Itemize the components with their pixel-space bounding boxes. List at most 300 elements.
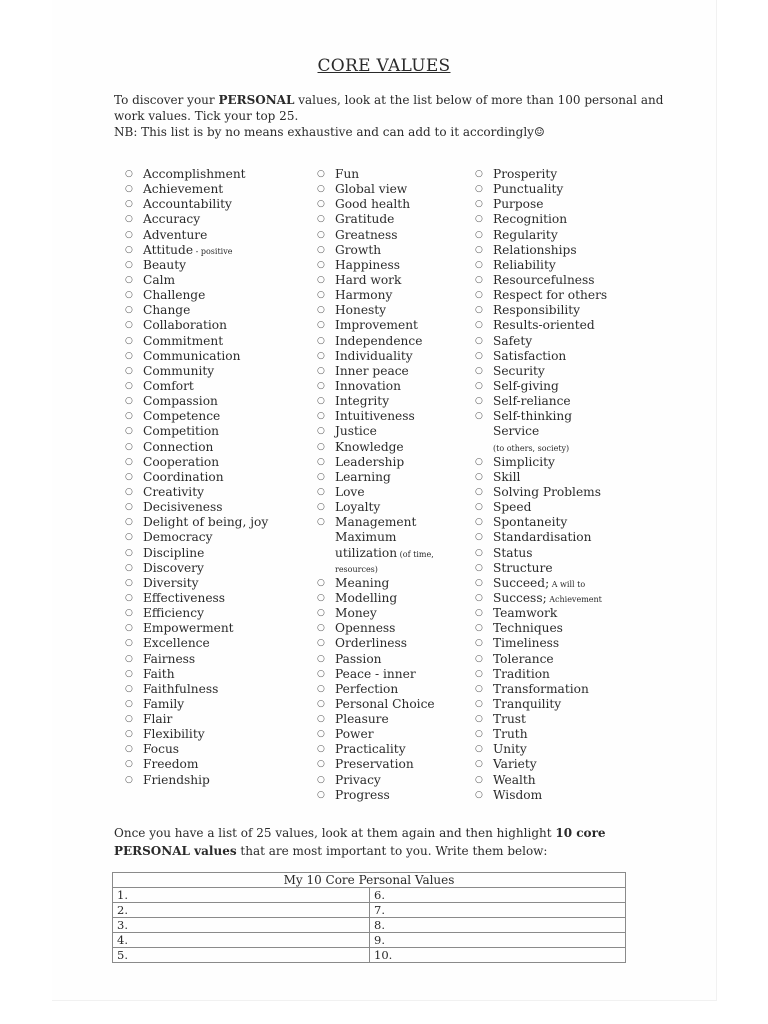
checkbox-circle-icon[interactable]: ○ — [317, 305, 325, 316]
checkbox-circle-icon[interactable]: ○ — [475, 729, 483, 740]
checkbox-circle-icon[interactable]: ○ — [125, 653, 133, 664]
core-value-cell[interactable]: 10. — [370, 948, 626, 963]
checkbox-circle-icon[interactable]: ○ — [125, 759, 133, 770]
value-item[interactable] — [475, 348, 607, 364]
value-item[interactable] — [125, 666, 268, 682]
value-item[interactable] — [475, 363, 607, 379]
value-item[interactable] — [317, 742, 435, 757]
value-item[interactable] — [125, 424, 268, 439]
value-item[interactable] — [475, 757, 607, 772]
checkbox-circle-icon[interactable]: ○ — [125, 244, 133, 255]
checkbox-circle-icon[interactable]: ○ — [125, 441, 133, 452]
core-value-cell[interactable]: 3. — [113, 918, 370, 933]
checkbox-circle-icon[interactable]: ○ — [125, 517, 133, 528]
value-label: Leadership — [335, 454, 405, 469]
value-item[interactable] — [125, 636, 268, 651]
checkbox-circle-icon[interactable]: ○ — [475, 608, 483, 619]
checkbox-circle-icon[interactable]: ○ — [317, 729, 325, 740]
value-item[interactable] — [125, 272, 268, 288]
value-label: Family — [143, 696, 185, 711]
checkbox-circle-icon[interactable]: ○ — [317, 608, 325, 619]
value-item[interactable] — [475, 727, 607, 742]
value-item[interactable] — [475, 575, 607, 591]
checkbox-circle-icon[interactable]: ○ — [475, 547, 483, 558]
value-item[interactable] — [475, 636, 607, 651]
value-item[interactable] — [125, 394, 268, 409]
value-item[interactable] — [317, 651, 435, 667]
value-item[interactable] — [475, 303, 607, 318]
value-item[interactable] — [317, 409, 435, 424]
value-item[interactable] — [125, 696, 268, 712]
checkbox-circle-icon[interactable]: ○ — [317, 244, 325, 255]
value-label: Competence — [143, 409, 221, 424]
checkbox-circle-icon[interactable]: ○ — [317, 683, 325, 694]
checkbox-circle-icon[interactable]: ○ — [317, 623, 325, 634]
checkbox-circle-icon[interactable]: ○ — [125, 380, 133, 391]
value-item[interactable] — [317, 681, 435, 697]
checkbox-circle-icon[interactable]: ○ — [317, 456, 325, 467]
checkbox-circle-icon[interactable]: ○ — [125, 169, 133, 179]
value-item[interactable] — [125, 409, 268, 424]
value-item[interactable] — [125, 560, 268, 576]
value-item[interactable] — [475, 515, 607, 530]
checkbox-circle-icon[interactable]: ○ — [317, 214, 325, 225]
value-item[interactable] — [475, 378, 607, 394]
value-item[interactable] — [317, 606, 435, 621]
value-item[interactable] — [475, 288, 608, 303]
checkbox-circle-icon[interactable]: ○ — [125, 274, 133, 285]
checkbox-circle-icon[interactable]: ○ — [125, 698, 133, 709]
checkbox-circle-icon[interactable]: ○ — [317, 744, 325, 755]
checkbox-circle-icon[interactable]: ○ — [475, 229, 483, 240]
value-item[interactable] — [125, 469, 268, 485]
value-item[interactable] — [125, 681, 268, 697]
value-item[interactable] — [125, 318, 268, 333]
value-label: Reliability — [493, 257, 556, 272]
value-label: Compassion — [143, 394, 218, 409]
value-item[interactable] — [475, 696, 607, 712]
value-item[interactable] — [475, 590, 607, 606]
value-item[interactable] — [475, 318, 607, 333]
checkbox-circle-icon[interactable]: ○ — [317, 714, 325, 725]
checkbox-circle-icon[interactable]: ○ — [475, 456, 483, 467]
checkbox-circle-icon[interactable]: ○ — [475, 365, 483, 376]
checkbox-circle-icon[interactable]: ○ — [125, 305, 133, 316]
core-value-cell[interactable]: 9. — [370, 933, 626, 948]
value-item[interactable] — [317, 500, 435, 515]
value-item[interactable] — [317, 182, 435, 197]
value-item[interactable] — [125, 439, 268, 455]
checkbox-circle-icon[interactable]: ○ — [125, 714, 133, 725]
value-item[interactable] — [475, 742, 607, 757]
checkbox-circle-icon[interactable]: ○ — [125, 365, 133, 376]
core-value-cell[interactable]: 5. — [113, 948, 370, 963]
checkbox-circle-icon[interactable]: ○ — [125, 547, 133, 558]
value-label: Prosperity — [493, 167, 558, 181]
value-label: Democracy — [143, 530, 213, 545]
value-item[interactable] — [317, 469, 435, 485]
core-value-cell[interactable]: 8. — [370, 918, 626, 933]
checkbox-circle-icon[interactable]: ○ — [125, 744, 133, 755]
value-item[interactable] — [125, 454, 268, 470]
value-item[interactable] — [125, 333, 268, 349]
checkbox-circle-icon[interactable]: ○ — [317, 789, 325, 800]
value-item[interactable] — [317, 227, 435, 243]
checkbox-circle-icon[interactable]: ○ — [475, 668, 483, 679]
value-label: Coordination — [143, 469, 224, 484]
checkbox-circle-icon[interactable]: ○ — [317, 441, 325, 452]
checkbox-circle-icon[interactable]: ○ — [125, 335, 133, 346]
value-label: Empowerment — [143, 621, 234, 636]
checkbox-circle-icon[interactable]: ○ — [125, 608, 133, 619]
value-item[interactable] — [317, 636, 435, 651]
checkbox-circle-icon[interactable]: ○ — [317, 274, 325, 285]
checkbox-circle-icon[interactable]: ○ — [317, 290, 325, 301]
value-item[interactable] — [125, 212, 268, 227]
value-label: Focus — [143, 742, 180, 757]
checkbox-circle-icon[interactable]: ○ — [475, 305, 483, 316]
checkbox-circle-icon[interactable]: ○ — [475, 169, 483, 179]
value-item[interactable] — [125, 727, 268, 742]
value-label: Truth — [493, 727, 528, 742]
value-note: - positive — [193, 246, 233, 256]
value-label: Skill — [493, 469, 521, 484]
value-item[interactable] — [335, 530, 435, 545]
checkbox-circle-icon[interactable]: ○ — [475, 486, 483, 497]
core-value-cell[interactable]: 4. — [113, 933, 370, 948]
value-item[interactable] — [125, 500, 268, 515]
checkbox-circle-icon[interactable]: ○ — [125, 502, 133, 513]
value-item[interactable] — [125, 378, 268, 394]
checkbox-circle-icon[interactable]: ○ — [317, 169, 325, 179]
checkbox-circle-icon[interactable]: ○ — [125, 199, 133, 210]
value-item[interactable] — [125, 288, 268, 303]
value-item[interactable] — [317, 575, 435, 591]
checkbox-circle-icon[interactable]: ○ — [475, 592, 483, 603]
value-item[interactable] — [475, 681, 607, 697]
checkbox-circle-icon[interactable]: ○ — [317, 774, 325, 785]
value-item[interactable] — [475, 606, 607, 621]
checkbox-circle-icon[interactable]: ○ — [475, 471, 483, 482]
checkbox-circle-icon[interactable]: ○ — [475, 698, 483, 709]
checkbox-circle-icon[interactable]: ○ — [317, 486, 325, 497]
checkbox-circle-icon[interactable]: ○ — [317, 199, 325, 210]
value-item[interactable] — [317, 167, 435, 182]
checkbox-circle-icon[interactable]: ○ — [125, 577, 133, 588]
value-item[interactable] — [475, 333, 607, 349]
value-item[interactable] — [317, 787, 435, 803]
value-item[interactable] — [125, 257, 268, 273]
checkbox-circle-icon[interactable]: ○ — [475, 259, 483, 270]
checkbox-circle-icon[interactable]: ○ — [475, 350, 483, 361]
value-label: Timeliness — [493, 636, 560, 651]
checkbox-circle-icon[interactable]: ○ — [317, 577, 325, 588]
value-item[interactable] — [475, 212, 607, 227]
value-item[interactable] — [317, 712, 435, 727]
checkbox-circle-icon[interactable]: ○ — [475, 320, 483, 331]
value-item[interactable] — [317, 242, 435, 258]
checkbox-circle-icon[interactable]: ○ — [125, 259, 133, 270]
checkbox-circle-icon[interactable]: ○ — [125, 350, 133, 361]
value-item[interactable] — [493, 424, 607, 439]
core-value-cell[interactable]: 7. — [370, 903, 626, 918]
value-item[interactable] — [317, 318, 435, 333]
value-item[interactable] — [125, 515, 269, 530]
value-item[interactable] — [475, 530, 607, 545]
checkbox-circle-icon[interactable]: ○ — [475, 517, 483, 528]
value-item[interactable] — [317, 257, 435, 273]
checkbox-circle-icon[interactable]: ○ — [125, 729, 133, 740]
value-label: Recognition — [493, 212, 568, 227]
value-label: Commitment — [143, 333, 224, 348]
value-label: Relationships — [493, 242, 577, 257]
value-item[interactable] — [335, 561, 435, 576]
value-item[interactable] — [125, 712, 268, 727]
checkbox-circle-icon[interactable]: ○ — [475, 789, 483, 800]
intro-paragraph — [114, 92, 674, 140]
checkbox-circle-icon[interactable]: ○ — [125, 229, 133, 240]
value-item[interactable] — [475, 469, 607, 485]
value-item[interactable] — [317, 772, 435, 788]
checkbox-circle-icon[interactable]: ○ — [475, 244, 483, 255]
value-item[interactable] — [317, 666, 435, 682]
checkbox-circle-icon[interactable]: ○ — [125, 396, 133, 407]
value-label: Intuitiveness — [335, 409, 415, 424]
value-label: Meaning — [335, 575, 390, 590]
checkbox-circle-icon[interactable]: ○ — [475, 577, 483, 588]
checkbox-circle-icon[interactable]: ○ — [317, 502, 325, 513]
checkbox-circle-icon[interactable]: ○ — [475, 653, 483, 664]
value-item[interactable] — [317, 515, 435, 530]
value-item[interactable] — [317, 197, 435, 212]
value-item[interactable] — [475, 272, 607, 288]
value-item[interactable] — [317, 363, 435, 379]
value-item[interactable] — [317, 757, 435, 772]
value-item[interactable] — [125, 651, 268, 667]
checkbox-circle-icon[interactable]: ○ — [317, 396, 325, 407]
value-label: Spontaneity — [493, 515, 568, 530]
value-item[interactable] — [317, 621, 435, 636]
value-item[interactable] — [125, 545, 268, 561]
checkbox-circle-icon[interactable]: ○ — [475, 714, 483, 725]
checkbox-circle-icon[interactable]: ○ — [317, 350, 325, 361]
value-item[interactable] — [475, 242, 607, 258]
checkbox-circle-icon[interactable]: ○ — [317, 759, 325, 770]
value-item[interactable] — [475, 409, 607, 424]
checkbox-circle-icon[interactable]: ○ — [475, 774, 483, 785]
value-item[interactable] — [475, 621, 607, 636]
checkbox-circle-icon[interactable]: ○ — [125, 456, 133, 467]
value-label: Purpose — [493, 197, 544, 212]
checkbox-circle-icon[interactable]: ○ — [317, 335, 325, 346]
core-value-cell[interactable]: 6. — [370, 888, 626, 903]
checkbox-circle-icon[interactable]: ○ — [125, 623, 133, 634]
value-item[interactable] — [475, 651, 607, 667]
core-value-cell[interactable]: 1. — [113, 888, 370, 903]
value-label: Creativity — [143, 484, 204, 499]
value-label: Improvement — [335, 318, 418, 333]
checkbox-circle-icon[interactable]: ○ — [475, 532, 483, 543]
value-item[interactable] — [317, 303, 435, 318]
value-label: Delight of being, joy — [143, 515, 269, 530]
value-item[interactable] — [335, 546, 435, 561]
value-item[interactable] — [475, 772, 607, 788]
value-item[interactable] — [125, 575, 268, 591]
value-item[interactable] — [317, 590, 435, 606]
checkbox-circle-icon[interactable]: ○ — [475, 411, 483, 422]
value-label: Pleasure — [335, 712, 389, 727]
checkbox-circle-icon[interactable]: ○ — [317, 426, 325, 437]
value-item[interactable] — [475, 560, 607, 576]
checkbox-circle-icon[interactable]: ○ — [475, 396, 483, 407]
value-item[interactable] — [125, 772, 268, 788]
checkbox-circle-icon[interactable]: ○ — [475, 638, 483, 649]
checkbox-circle-icon[interactable]: ○ — [125, 592, 133, 603]
value-item[interactable] — [125, 242, 268, 258]
value-item[interactable] — [125, 303, 268, 318]
value-item[interactable] — [475, 167, 607, 182]
value-label: Status — [493, 545, 533, 560]
value-item[interactable] — [317, 696, 435, 712]
value-item[interactable] — [317, 424, 435, 439]
value-label: Independence — [335, 333, 423, 348]
checkbox-circle-icon[interactable]: ○ — [125, 184, 133, 195]
value-label: Variety — [493, 757, 537, 772]
checkbox-circle-icon[interactable]: ○ — [475, 623, 483, 634]
value-label: Fairness — [143, 651, 196, 666]
value-item[interactable] — [125, 167, 268, 182]
value-item[interactable] — [475, 666, 607, 682]
checkbox-circle-icon[interactable]: ○ — [317, 698, 325, 709]
value-label: Modelling — [335, 590, 398, 605]
checkbox-circle-icon[interactable]: ○ — [125, 532, 133, 543]
value-item[interactable] — [475, 197, 607, 212]
value-item[interactable] — [317, 727, 435, 742]
value-item[interactable] — [317, 288, 435, 303]
checkbox-circle-icon[interactable]: ○ — [317, 365, 325, 376]
core-value-cell[interactable]: 2. — [113, 903, 370, 918]
value-item[interactable] — [125, 742, 268, 757]
checkbox-circle-icon[interactable]: ○ — [125, 426, 133, 437]
value-item[interactable] — [125, 590, 268, 606]
checkbox-circle-icon[interactable]: ○ — [125, 290, 133, 301]
checkbox-circle-icon[interactable]: ○ — [475, 274, 483, 285]
checkbox-circle-icon[interactable]: ○ — [125, 214, 133, 225]
checkbox-circle-icon[interactable]: ○ — [125, 320, 133, 331]
checkbox-circle-icon[interactable]: ○ — [317, 259, 325, 270]
checkbox-circle-icon[interactable]: ○ — [317, 638, 325, 649]
value-item[interactable] — [493, 440, 607, 455]
checkbox-circle-icon[interactable]: ○ — [317, 517, 325, 528]
value-label: Faith — [143, 666, 175, 681]
value-label: Orderliness — [335, 636, 408, 651]
checkbox-circle-icon[interactable]: ○ — [475, 683, 483, 694]
value-label: Diversity — [143, 575, 199, 590]
value-label: Management — [335, 515, 417, 530]
value-item[interactable] — [475, 182, 607, 197]
checkbox-circle-icon[interactable]: ○ — [475, 335, 483, 346]
checkbox-circle-icon[interactable]: ○ — [125, 471, 133, 482]
value-item[interactable] — [475, 394, 607, 409]
value-item[interactable] — [125, 757, 268, 772]
value-item[interactable] — [475, 712, 607, 727]
value-item[interactable] — [125, 348, 268, 364]
table-row — [113, 888, 626, 903]
value-item[interactable] — [317, 272, 435, 288]
value-item[interactable] — [317, 439, 435, 455]
value-item[interactable] — [475, 787, 607, 803]
checkbox-circle-icon[interactable]: ○ — [125, 774, 133, 785]
checkbox-circle-icon[interactable]: ○ — [125, 683, 133, 694]
checkbox-circle-icon[interactable]: ○ — [125, 638, 133, 649]
checkbox-circle-icon[interactable]: ○ — [475, 744, 483, 755]
value-item[interactable] — [317, 378, 435, 394]
value-label: Harmony — [335, 288, 393, 303]
checkbox-circle-icon[interactable]: ○ — [317, 184, 325, 195]
value-label: Happiness — [335, 257, 400, 272]
checkbox-circle-icon[interactable]: ○ — [475, 562, 483, 573]
checkbox-circle-icon[interactable]: ○ — [125, 562, 133, 573]
value-item[interactable] — [317, 394, 435, 409]
value-label: Punctuality — [493, 182, 564, 197]
value-label: Preservation — [335, 757, 414, 772]
checkbox-circle-icon[interactable]: ○ — [475, 380, 483, 391]
value-item[interactable] — [317, 348, 435, 364]
value-item[interactable] — [317, 454, 435, 470]
checkbox-circle-icon[interactable]: ○ — [475, 759, 483, 770]
value-item[interactable] — [125, 606, 268, 621]
value-item[interactable] — [125, 530, 268, 545]
checkbox-circle-icon[interactable]: ○ — [125, 411, 133, 422]
value-label: Openness — [335, 621, 396, 636]
checkbox-circle-icon[interactable]: ○ — [125, 486, 133, 497]
value-note: A will to — [549, 579, 586, 589]
value-item[interactable] — [475, 227, 607, 243]
checkbox-circle-icon[interactable]: ○ — [125, 668, 133, 679]
checkbox-circle-icon[interactable]: ○ — [317, 653, 325, 664]
checkbox-circle-icon[interactable]: ○ — [317, 471, 325, 482]
checkbox-circle-icon[interactable]: ○ — [475, 290, 483, 301]
value-item[interactable] — [317, 484, 435, 500]
checkbox-circle-icon[interactable]: ○ — [317, 229, 325, 240]
value-item[interactable] — [125, 363, 268, 379]
value-item[interactable] — [125, 621, 268, 636]
value-item[interactable] — [475, 500, 607, 515]
checkbox-circle-icon[interactable]: ○ — [317, 380, 325, 391]
value-label: Wealth — [493, 772, 536, 787]
checkbox-circle-icon[interactable]: ○ — [317, 668, 325, 679]
checkbox-circle-icon[interactable]: ○ — [317, 320, 325, 331]
value-item[interactable] — [125, 182, 268, 197]
value-label: Excellence — [143, 636, 210, 651]
checkbox-circle-icon[interactable]: ○ — [317, 411, 325, 422]
value-item[interactable] — [317, 212, 435, 227]
checkbox-circle-icon[interactable]: ○ — [475, 199, 483, 210]
value-item[interactable] — [475, 257, 607, 273]
value-label: Self-thinking — [493, 409, 573, 424]
value-item[interactable] — [475, 484, 607, 500]
value-item[interactable] — [125, 227, 268, 243]
checkbox-circle-icon[interactable]: ○ — [475, 214, 483, 225]
value-item[interactable] — [317, 333, 435, 349]
checkbox-circle-icon[interactable]: ○ — [475, 184, 483, 195]
value-item[interactable] — [125, 197, 268, 212]
value-item[interactable] — [475, 545, 607, 561]
value-item[interactable] — [475, 454, 607, 470]
checkbox-circle-icon[interactable]: ○ — [317, 592, 325, 603]
checkbox-circle-icon[interactable]: ○ — [475, 502, 483, 513]
value-item[interactable] — [125, 484, 268, 500]
